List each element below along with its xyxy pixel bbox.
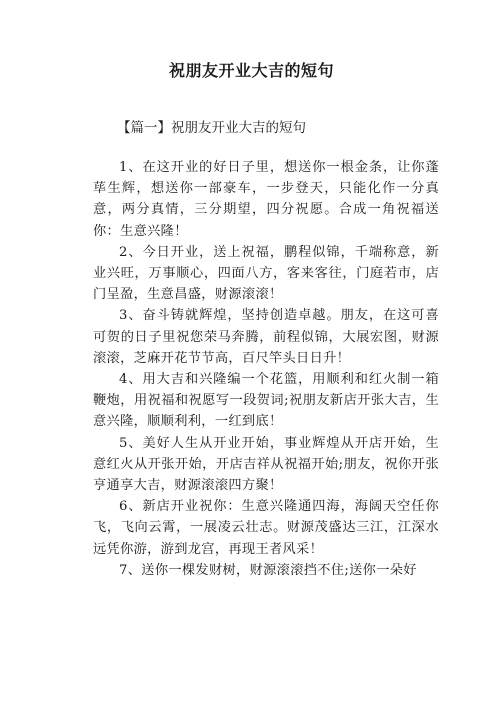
paragraph-3: 3、奋斗铸就辉煌，坚持创造卓越。朋友，在这可喜可贺的日子里祝您荣马奔腾，前程似锦，大展宏图，财源滚滚，芝麻开花节节高，百尺竿头日日升！: [93, 308, 439, 366]
body-paragraphs: [93, 157, 439, 581]
paragraph-4: 4、用大吉和兴隆编一个花篮，用顺利和红火制一箱鞭炮，用祝福和祝愿写一段贺词;祝朋友新店开张大吉，生意兴隆，顺顺利利，一红到底！: [93, 372, 439, 430]
paragraph-5: 5、美好人生从开业开始，事业辉煌从开店开始，生意红火从开张开始，开店吉祥从祝福开始;朋友，祝你开张亨通享大吉，财源滚滚四方聚！: [93, 435, 439, 494]
document-title: 祝朋友开业大吉的短句: [168, 61, 334, 80]
paragraph-6: 6、新店开业祝你：生意兴隆通四海，海阔天空任你飞，飞向云霄，一展凌云壮志。财源茂盛达三江，江深水远凭你游，游到龙宫，再现王者风采！: [93, 499, 439, 557]
section-heading: 【篇一】祝朋友开业大吉的短句: [117, 120, 306, 136]
paragraph-1: 1、在这开业的好日子里，想送你一根金条，让你蓬荜生辉，想送你一部豪车，一步登天，只能化作一分真意，两分真情，三分期望，四分祝愿。合成一角祝福送你：生意兴隆！: [93, 160, 439, 239]
paragraph-7: 7、送你一棵发财树，财源滚滚挡不住;送你一朵好: [119, 562, 417, 578]
paragraph-2: 2、今日开业，送上祝福，鹏程似锦，千端称意，新业兴旺，万事顺心，四面八方，客来客往，门庭若市，店门呈盈，生意昌盛，财源滚滚！: [93, 244, 439, 303]
